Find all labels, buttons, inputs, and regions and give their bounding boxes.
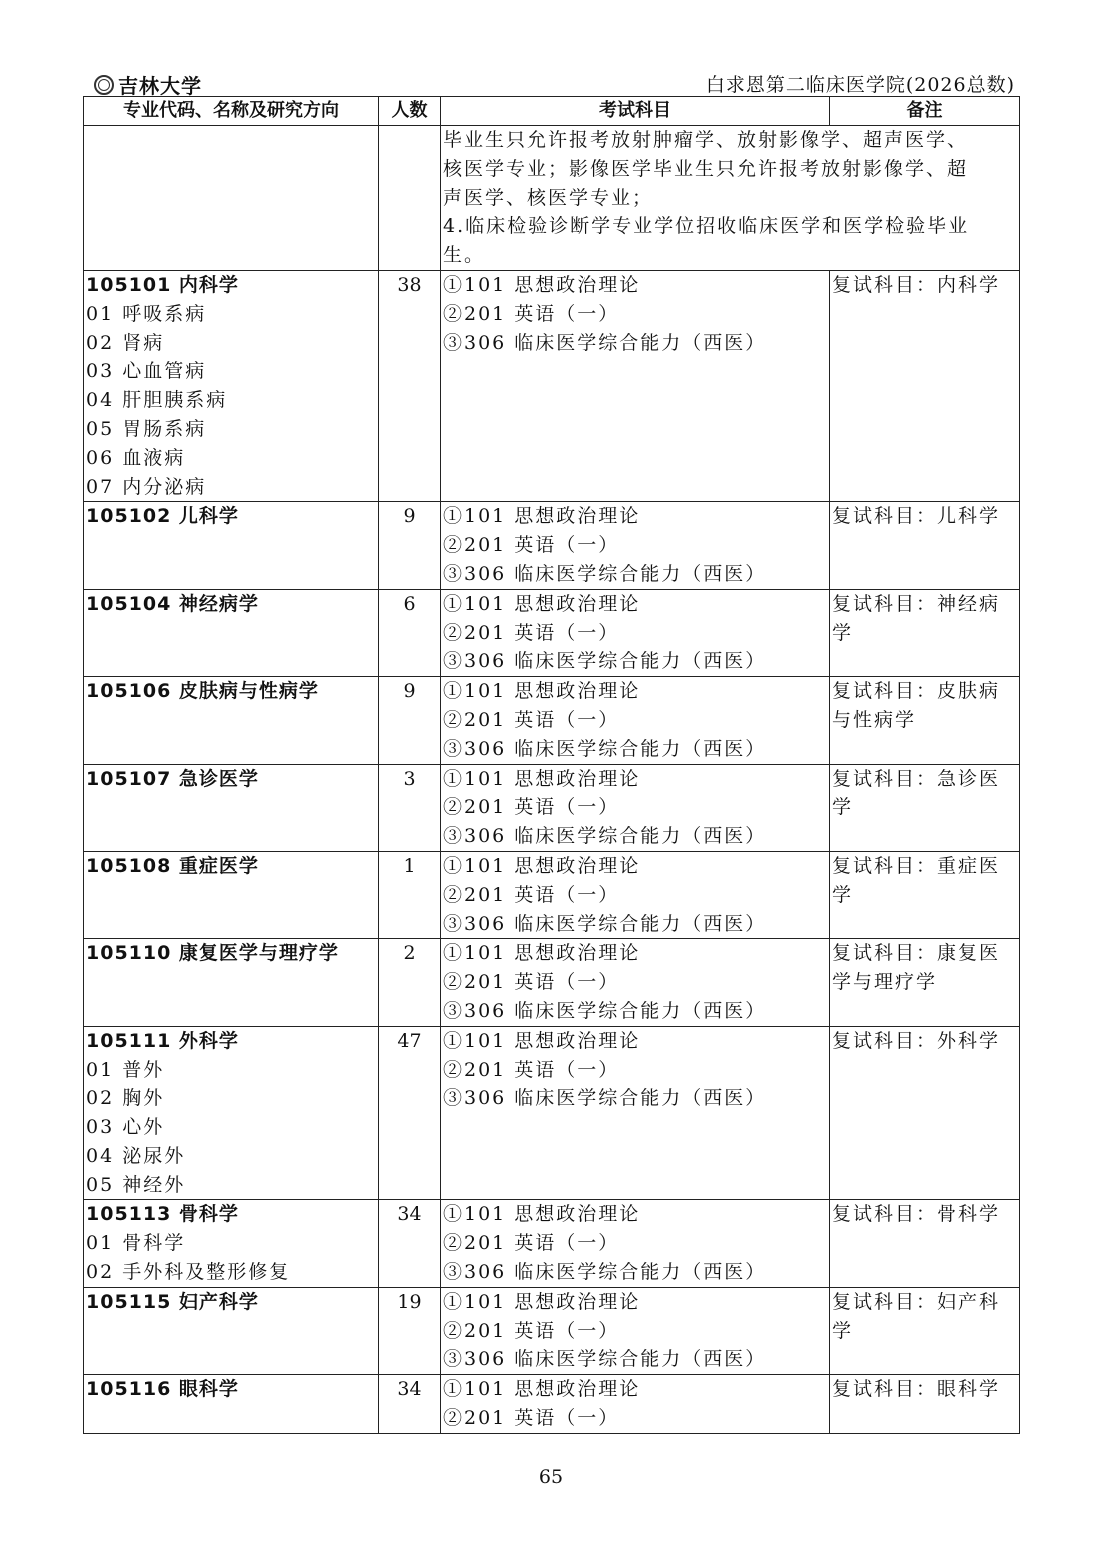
note-line: 4.临床检验诊断学专业学位招收临床医学和医学检验毕业 (443, 215, 970, 238)
exam-subjects-cell (441, 939, 830, 1026)
exam-subjects-cell (441, 851, 830, 938)
exam-subjects-cell (441, 1026, 830, 1200)
major-code-name: 105110 康复医学与理疗学 (86, 942, 339, 965)
major-code-name: 105111 外科学 (86, 1029, 239, 1052)
research-direction: 01 骨科学 (86, 1232, 186, 1255)
page-header (84, 66, 1019, 96)
enrollment-count: 2 (379, 939, 441, 1026)
retest-subject: 复试科目：骨科学 (832, 1203, 1001, 1226)
exam-subject: ②201 英语（一） (443, 534, 620, 557)
continuation-notes (441, 126, 1020, 271)
enrollment-count: 9 (379, 502, 441, 589)
exam-subject: ①101 思想政治理论 (443, 1290, 641, 1313)
enrollment-count: 34 (379, 1375, 441, 1434)
exam-subject: ②201 英语（一） (443, 971, 620, 994)
enrollment-count: 38 (379, 270, 441, 501)
major-cell (84, 677, 379, 764)
exam-subject: ②201 英语（一） (443, 1407, 620, 1430)
major-code-name: 105108 重症医学 (86, 854, 259, 877)
research-direction: 07 内分泌病 (86, 475, 207, 498)
major-code-name: 105101 内科学 (86, 273, 239, 296)
university-logo (94, 70, 202, 99)
page-number: 65 (538, 1466, 564, 1488)
continuation-row (84, 126, 1020, 271)
major-cell (84, 764, 379, 851)
exam-subjects-cell (441, 270, 830, 501)
exam-subject: ②201 英语（一） (443, 708, 620, 731)
research-direction: 04 泌尿外 (86, 1144, 186, 1167)
exam-subject: ③306 临床医学综合能力（西医） (443, 1087, 767, 1110)
exam-subject: ③306 临床医学综合能力（西医） (443, 1348, 767, 1371)
table-row (84, 677, 1020, 764)
enrollment-count: 1 (379, 851, 441, 938)
exam-subjects-cell (441, 764, 830, 851)
retest-subject: 复试科目：内科学 (832, 273, 1001, 296)
remark-cell (830, 939, 1020, 1026)
table-row (84, 1375, 1020, 1434)
retest-subject: 复试科目：重症医学 (832, 854, 1001, 906)
enrollment-count: 3 (379, 764, 441, 851)
major-cell (84, 1375, 379, 1434)
exam-subject: ③306 临床医学综合能力（西医） (443, 999, 767, 1022)
logo-text: 吉林大学 (118, 74, 202, 98)
table-row (84, 1287, 1020, 1374)
remark-cell (830, 851, 1020, 938)
exam-subject: ②201 英语（一） (443, 1232, 620, 1255)
enrollment-count: 47 (379, 1026, 441, 1200)
major-cell (84, 939, 379, 1026)
remark-cell (830, 1287, 1020, 1374)
table-row (84, 270, 1020, 501)
research-direction: 04 肝胆胰系病 (86, 389, 228, 412)
retest-subject: 复试科目：皮肤病与性病学 (832, 680, 1001, 731)
college-title: 白求恩第二临床医学院(2026总数) (705, 74, 1015, 96)
major-cell (84, 1200, 379, 1287)
major-code-name: 105102 儿科学 (86, 505, 239, 528)
retest-subject: 复试科目：外科学 (832, 1029, 1001, 1052)
exam-subject: ①101 思想政治理论 (443, 1378, 641, 1401)
enrollment-count: 19 (379, 1287, 441, 1374)
table-row (84, 1200, 1020, 1287)
remark-cell (830, 1200, 1020, 1287)
exam-subjects-cell (441, 1375, 830, 1434)
admission-table (83, 96, 1020, 1434)
table-header-row (84, 97, 1020, 126)
table-row (84, 589, 1020, 676)
major-code-name: 105106 皮肤病与性病学 (86, 680, 319, 703)
header-remark: 备注 (830, 97, 1020, 126)
research-direction: 02 胸外 (86, 1087, 165, 1110)
exam-subject: ①101 思想政治理论 (443, 592, 641, 615)
major-code-name: 105116 眼科学 (86, 1378, 239, 1401)
exam-subjects-cell (441, 1287, 830, 1374)
table-row (84, 851, 1020, 938)
retest-subject: 复试科目：儿科学 (832, 505, 1001, 528)
remark-cell (830, 1375, 1020, 1434)
research-direction: 03 心血管病 (86, 360, 207, 383)
research-direction: 01 普外 (86, 1058, 165, 1081)
enrollment-count: 34 (379, 1200, 441, 1287)
exam-subject: ①101 思想政治理论 (443, 942, 641, 965)
exam-subject: ③306 临床医学综合能力（西医） (443, 912, 767, 935)
major-code-name: 105113 骨科学 (86, 1203, 239, 1226)
exam-subject: ②201 英语（一） (443, 1319, 620, 1342)
exam-subject: ①101 思想政治理论 (443, 1029, 641, 1052)
major-cell (84, 270, 379, 501)
retest-subject: 复试科目：急诊医学 (832, 767, 1001, 819)
exam-subjects-cell (441, 1200, 830, 1287)
research-direction: 02 肾病 (86, 331, 165, 354)
exam-subject: ①101 思想政治理论 (443, 767, 641, 790)
exam-subject: ③306 临床医学综合能力（西医） (443, 562, 767, 585)
exam-subject: ①101 思想政治理论 (443, 273, 641, 296)
retest-subject: 复试科目：康复医学与理疗学 (832, 942, 1001, 994)
major-code-name: 105104 神经病学 (86, 592, 259, 615)
note-line: 毕业生只允许报考放射肿瘤学、放射影像学、超声医学、 (443, 129, 969, 151)
header-count: 人数 (379, 97, 441, 126)
major-cell (84, 1026, 379, 1200)
exam-subject: ③306 临床医学综合能力（西医） (443, 825, 767, 848)
retest-subject: 复试科目：神经病学 (832, 592, 1001, 644)
table-row (84, 939, 1020, 1026)
major-cell (84, 589, 379, 676)
research-direction: 03 心外 (86, 1116, 165, 1139)
major-cell (84, 851, 379, 938)
remark-cell (830, 677, 1020, 764)
major-code-name: 105107 急诊医学 (86, 767, 259, 790)
remark-cell (830, 589, 1020, 676)
research-direction: 02 手外科及整形修复 (86, 1261, 291, 1284)
exam-subject: ①101 思想政治理论 (443, 1203, 641, 1226)
note-line: 生。 (443, 244, 486, 267)
header-major: 专业代码、名称及研究方向 (84, 97, 379, 126)
exam-subject: ②201 英语（一） (443, 621, 620, 644)
remark-cell (830, 270, 1020, 501)
exam-subject: ②201 英语（一） (443, 883, 620, 906)
major-code-name: 105115 妇产科学 (86, 1290, 259, 1313)
note-line: 声医学、核医学专业； (443, 186, 654, 209)
exam-subject: ②201 英语（一） (443, 302, 620, 325)
remark-cell (830, 764, 1020, 851)
exam-subjects-cell (441, 502, 830, 589)
research-direction: 06 血液病 (86, 446, 186, 469)
table-row (84, 1026, 1020, 1200)
table-row (84, 502, 1020, 589)
remark-cell (830, 502, 1020, 589)
exam-subject: ②201 英语（一） (443, 796, 620, 819)
exam-subject: ①101 思想政治理论 (443, 505, 641, 528)
major-cell (84, 502, 379, 589)
note-line: 核医学专业；影像医学毕业生只允许报考放射影像学、超 (443, 157, 969, 180)
exam-subject: ③306 临床医学综合能力（西医） (443, 331, 767, 354)
table-row (84, 764, 1020, 851)
research-direction: 05 胃肠系病 (86, 417, 207, 440)
exam-subject: ①101 思想政治理论 (443, 854, 641, 877)
research-direction: 01 呼吸系病 (86, 302, 207, 325)
remark-cell (830, 1026, 1020, 1200)
research-direction: 05 神经外 (86, 1173, 186, 1196)
retest-subject: 复试科目：妇产科学 (832, 1290, 1001, 1342)
exam-subject: ③306 临床医学综合能力（西医） (443, 1261, 767, 1284)
exam-subjects-cell (441, 677, 830, 764)
university-seal-icon (94, 75, 114, 95)
exam-subject: ③306 临床医学综合能力（西医） (443, 737, 767, 760)
enrollment-count: 9 (379, 677, 441, 764)
enrollment-count: 6 (379, 589, 441, 676)
exam-subject: ②201 英语（一） (443, 1058, 620, 1081)
exam-subject: ③306 临床医学综合能力（西医） (443, 650, 767, 673)
major-cell (84, 1287, 379, 1374)
header-exams: 考试科目 (441, 97, 830, 126)
retest-subject: 复试科目：眼科学 (832, 1378, 1001, 1401)
exam-subjects-cell (441, 589, 830, 676)
exam-subject: ①101 思想政治理论 (443, 680, 641, 703)
